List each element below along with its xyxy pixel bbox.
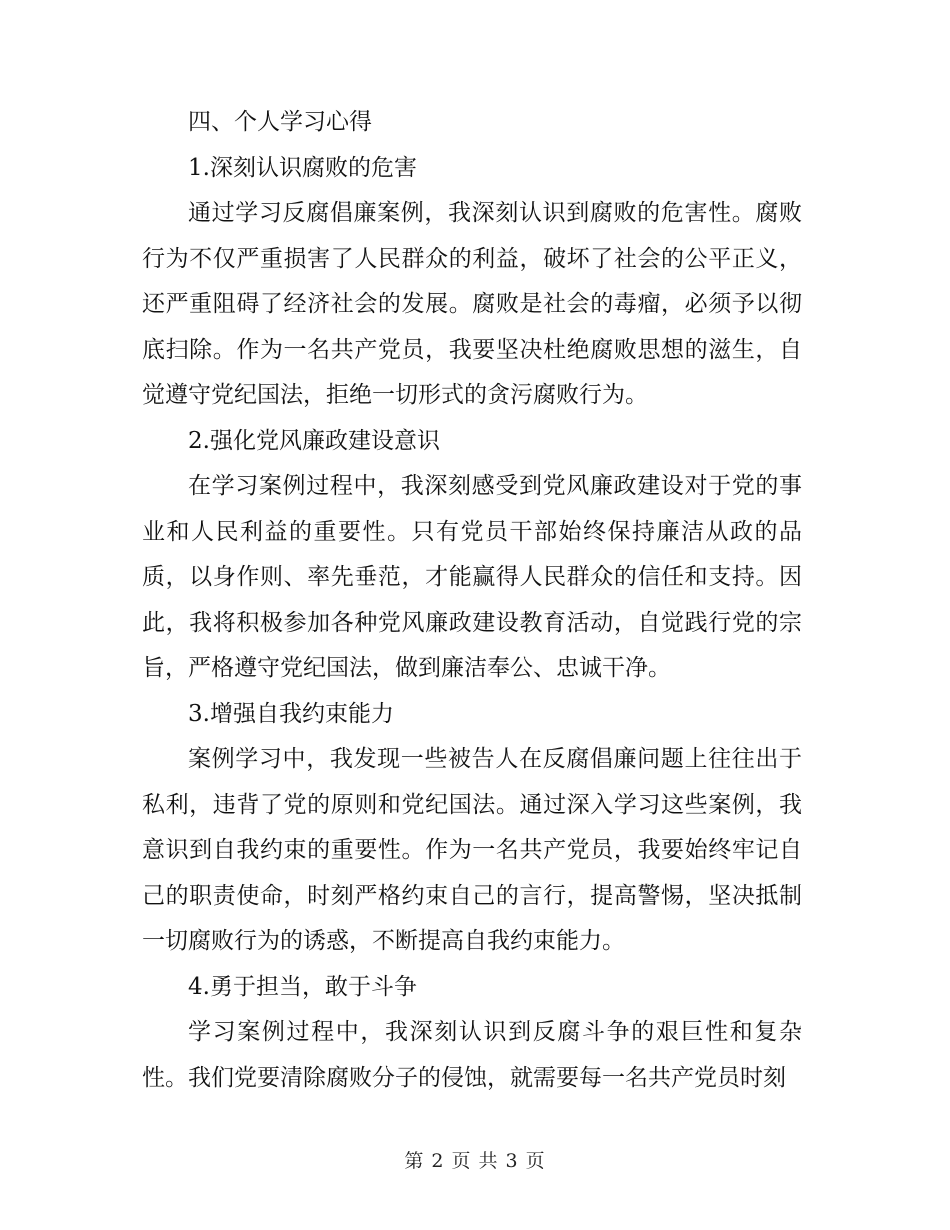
subsection-heading: 3.增强自我约束能力 <box>188 700 394 727</box>
page-footer: 第 2 页 共 3 页 <box>404 1150 546 1172</box>
paragraph: 学习案例过程中，我深刻认识到反腐斗争的艰巨性和复杂性。我们党要清除腐败分子的侵蚀，就需要每一名共产党员时刻 <box>142 1019 802 1091</box>
subsection-heading: 1.深刻认识腐败的危害 <box>188 154 417 181</box>
paragraph: 案例学习中，我发现一些被告人在反腐倡廉问题上往往出于私利，违背了党的原则和党纪国法。通过深入学习这些案例，我意识到自我约束的重要性。作为一名共产党员，我要始终牢记自己的职责使命，时刻严格约束自己的言行，提高警惕，坚决抵制一切腐败行为的诱惑，不断提高自我约束能力。 <box>142 746 802 954</box>
subsection-heading: 4.勇于担当，敢于斗争 <box>188 973 417 1000</box>
paragraph: 在学习案例过程中，我深刻感受到党风廉政建设对于党的事业和人民利益的重要性。只有党员干部始终保持廉洁从政的品质，以身作则、率先垂范，才能赢得人民群众的信任和支持。因此，我将积极参加各种党风廉政建设教育活动，自觉践行党的宗旨，严格遵守党纪国法，做到廉洁奉公、忠诚干净。 <box>142 473 802 681</box>
section-heading: 四、个人学习心得 <box>188 109 372 135</box>
subsection-heading: 2.强化党风廉政建设意识 <box>188 427 440 454</box>
document-body <box>142 100 802 1101</box>
paragraph: 通过学习反腐倡廉案例，我深刻认识到腐败的危害性。腐败行为不仅严重损害了人民群众的利益，破坏了社会的公平正义，还严重阻碍了经济社会的发展。腐败是社会的毒瘤，必须予以彻底扫除。作为一名共产党员，我要坚决杜绝腐败思想的滋生，自觉遵守党纪国法，拒绝一切形式的贪污腐败行为。 <box>142 200 802 408</box>
